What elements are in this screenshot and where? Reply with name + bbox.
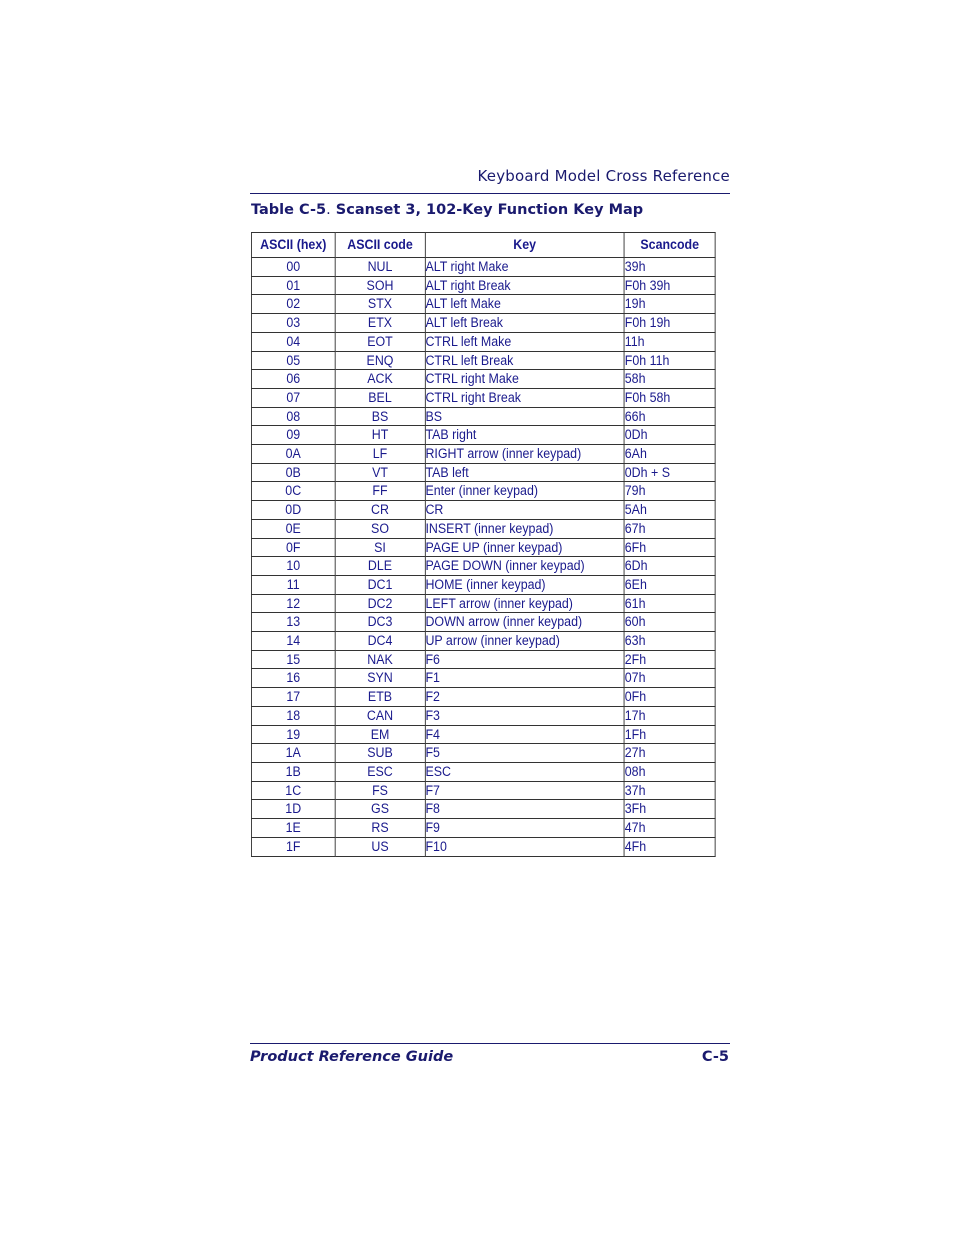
table-row [251, 781, 715, 800]
cell-key: BS [425, 407, 624, 426]
table-row [251, 725, 715, 744]
cell-ascii-hex: 1A [251, 744, 335, 763]
cell-ascii-hex: 08 [251, 407, 335, 426]
cell-ascii-hex: 1D [251, 800, 335, 819]
cell-ascii-code: SOH [335, 276, 425, 295]
cell-ascii-hex: 1B [251, 762, 335, 781]
cell-scancode: 19h [624, 295, 715, 314]
cell-ascii-code: SYN [335, 669, 425, 688]
cell-scancode: F0h 58h [624, 388, 715, 407]
cell-scancode: 79h [624, 482, 715, 501]
cell-ascii-hex: 15 [251, 650, 335, 669]
cell-key: CTRL left Make [425, 332, 624, 351]
cell-key: F4 [425, 725, 624, 744]
cell-ascii-code: CAN [335, 706, 425, 725]
table-row [251, 388, 715, 407]
table-row [251, 295, 715, 314]
table-row [251, 575, 715, 594]
cell-ascii-code: FF [335, 482, 425, 501]
cell-ascii-code: EOT [335, 332, 425, 351]
cell-scancode: 63h [624, 632, 715, 651]
cell-ascii-code: ETB [335, 688, 425, 707]
cell-key: PAGE UP (inner keypad) [425, 538, 624, 557]
cell-ascii-code: ESC [335, 762, 425, 781]
cell-ascii-hex: 12 [251, 594, 335, 613]
cell-key: CTRL right Break [425, 388, 624, 407]
cell-scancode: 0Dh [624, 426, 715, 445]
cell-ascii-code: SO [335, 519, 425, 538]
table-row [251, 332, 715, 351]
cell-scancode: 4Fh [624, 837, 715, 856]
table-caption [251, 202, 643, 218]
cell-key: ESC [425, 762, 624, 781]
cell-key: F2 [425, 688, 624, 707]
cell-scancode: 60h [624, 613, 715, 632]
cell-key: INSERT (inner keypad) [425, 519, 624, 538]
cell-ascii-hex: 0D [251, 501, 335, 520]
cell-ascii-code: SI [335, 538, 425, 557]
cell-ascii-hex: 09 [251, 426, 335, 445]
table-row [251, 744, 715, 763]
table-row [251, 650, 715, 669]
table-row [251, 706, 715, 725]
cell-ascii-code: EM [335, 725, 425, 744]
table-row [251, 819, 715, 838]
cell-key: F7 [425, 781, 624, 800]
cell-ascii-hex: 0F [251, 538, 335, 557]
cell-ascii-code: BS [335, 407, 425, 426]
cell-ascii-code: FS [335, 781, 425, 800]
cell-ascii-code: DLE [335, 557, 425, 576]
cell-key: F8 [425, 800, 624, 819]
cell-scancode: 5Ah [624, 501, 715, 520]
cell-ascii-hex: 16 [251, 669, 335, 688]
cell-ascii-hex: 10 [251, 557, 335, 576]
table-row [251, 445, 715, 464]
cell-ascii-hex: 17 [251, 688, 335, 707]
cell-ascii-hex: 05 [251, 351, 335, 370]
cell-ascii-code: ACK [335, 370, 425, 389]
cell-key: ALT left Make [425, 295, 624, 314]
cell-scancode: 6Eh [624, 575, 715, 594]
function-key-map-table [251, 232, 716, 857]
table-row [251, 482, 715, 501]
cell-scancode: 39h [624, 258, 715, 277]
cell-ascii-code: SUB [335, 744, 425, 763]
table-caption-title: Scanset 3, 102-Key Function Key Map [330, 202, 644, 218]
cell-ascii-hex: 0C [251, 482, 335, 501]
cell-scancode: 6Ah [624, 445, 715, 464]
cell-key: ALT right Break [425, 276, 624, 295]
cell-key: TAB right [425, 426, 624, 445]
table-row [251, 613, 715, 632]
cell-ascii-hex: 03 [251, 314, 335, 333]
table-row [251, 314, 715, 333]
table-row [251, 762, 715, 781]
cell-key: CR [425, 501, 624, 520]
cell-ascii-hex: 01 [251, 276, 335, 295]
table-row [251, 407, 715, 426]
column-header-ascii-hex: ASCII (hex) [251, 233, 335, 258]
table-row [251, 276, 715, 295]
table-row [251, 557, 715, 576]
cell-ascii-code: BEL [335, 388, 425, 407]
table-header-row [251, 233, 715, 258]
cell-ascii-code: DC4 [335, 632, 425, 651]
cell-ascii-code: DC1 [335, 575, 425, 594]
table-caption-label: Table C-5 [251, 202, 327, 218]
table-row [251, 351, 715, 370]
cell-scancode: 6Fh [624, 538, 715, 557]
table-row [251, 538, 715, 557]
cell-ascii-hex: 0E [251, 519, 335, 538]
cell-scancode: 58h [624, 370, 715, 389]
cell-ascii-code: ENQ [335, 351, 425, 370]
cell-key: F3 [425, 706, 624, 725]
cell-scancode: 0Fh [624, 688, 715, 707]
table-row [251, 837, 715, 856]
cell-ascii-code: LF [335, 445, 425, 464]
footer-guide-title: Product Reference Guide [250, 1049, 454, 1065]
cell-ascii-code: ETX [335, 314, 425, 333]
cell-ascii-code: US [335, 837, 425, 856]
cell-key: F6 [425, 650, 624, 669]
cell-key: F5 [425, 744, 624, 763]
cell-ascii-code: GS [335, 800, 425, 819]
cell-key: UP arrow (inner keypad) [425, 632, 624, 651]
table-row [251, 669, 715, 688]
table-body [251, 258, 715, 857]
cell-ascii-hex: 1F [251, 837, 335, 856]
cell-scancode: 27h [624, 744, 715, 763]
table-row [251, 370, 715, 389]
table-row [251, 632, 715, 651]
cell-key: DOWN arrow (inner keypad) [425, 613, 624, 632]
column-header-scancode: Scancode [624, 233, 715, 258]
table-row [251, 501, 715, 520]
cell-key: CTRL left Break [425, 351, 624, 370]
cell-ascii-hex: 00 [251, 258, 335, 277]
table-row [251, 688, 715, 707]
cell-scancode: 08h [624, 762, 715, 781]
cell-scancode: F0h 19h [624, 314, 715, 333]
cell-ascii-code: HT [335, 426, 425, 445]
column-header-key: Key [425, 233, 624, 258]
cell-scancode: 0Dh + S [624, 463, 715, 482]
cell-scancode: 2Fh [624, 650, 715, 669]
cell-scancode: 66h [624, 407, 715, 426]
table-row [251, 800, 715, 819]
cell-ascii-code: RS [335, 819, 425, 838]
cell-ascii-code: CR [335, 501, 425, 520]
table-row [251, 426, 715, 445]
cell-scancode: 37h [624, 781, 715, 800]
cell-scancode: F0h 11h [624, 351, 715, 370]
header-rule [250, 193, 730, 194]
cell-ascii-code: VT [335, 463, 425, 482]
cell-ascii-hex: 1C [251, 781, 335, 800]
table-caption-separator: . [326, 202, 331, 218]
cell-key: F1 [425, 669, 624, 688]
footer-rule [250, 1043, 730, 1044]
cell-ascii-hex: 0A [251, 445, 335, 464]
running-header: Keyboard Model Cross Reference [477, 167, 730, 185]
cell-scancode: 1Fh [624, 725, 715, 744]
cell-ascii-hex: 18 [251, 706, 335, 725]
cell-key: ALT right Make [425, 258, 624, 277]
cell-key: F9 [425, 819, 624, 838]
table-row [251, 258, 715, 277]
cell-key: F10 [425, 837, 624, 856]
cell-key: RIGHT arrow (inner keypad) [425, 445, 624, 464]
footer-page-number: C-5 [701, 1049, 729, 1065]
cell-scancode: 17h [624, 706, 715, 725]
table-row [251, 463, 715, 482]
cell-ascii-hex: 19 [251, 725, 335, 744]
cell-key: ALT left Break [425, 314, 624, 333]
cell-ascii-code: NUL [335, 258, 425, 277]
cell-ascii-hex: 02 [251, 295, 335, 314]
cell-ascii-hex: 06 [251, 370, 335, 389]
cell-scancode: 3Fh [624, 800, 715, 819]
cell-key: LEFT arrow (inner keypad) [425, 594, 624, 613]
cell-key: HOME (inner keypad) [425, 575, 624, 594]
cell-ascii-hex: 0B [251, 463, 335, 482]
table-row [251, 594, 715, 613]
cell-ascii-hex: 14 [251, 632, 335, 651]
cell-ascii-hex: 07 [251, 388, 335, 407]
cell-key: PAGE DOWN (inner keypad) [425, 557, 624, 576]
cell-scancode: 67h [624, 519, 715, 538]
column-header-ascii-code: ASCII code [335, 233, 425, 258]
cell-ascii-hex: 11 [251, 575, 335, 594]
cell-scancode: 47h [624, 819, 715, 838]
cell-scancode: F0h 39h [624, 276, 715, 295]
cell-ascii-hex: 13 [251, 613, 335, 632]
cell-ascii-hex: 04 [251, 332, 335, 351]
cell-key: Enter (inner keypad) [425, 482, 624, 501]
cell-ascii-code: DC3 [335, 613, 425, 632]
cell-scancode: 61h [624, 594, 715, 613]
cell-key: CTRL right Make [425, 370, 624, 389]
table-row [251, 519, 715, 538]
cell-key: TAB left [425, 463, 624, 482]
cell-scancode: 07h [624, 669, 715, 688]
cell-ascii-code: STX [335, 295, 425, 314]
cell-ascii-code: DC2 [335, 594, 425, 613]
cell-scancode: 6Dh [624, 557, 715, 576]
cell-scancode: 11h [624, 332, 715, 351]
cell-ascii-hex: 1E [251, 819, 335, 838]
cell-ascii-code: NAK [335, 650, 425, 669]
